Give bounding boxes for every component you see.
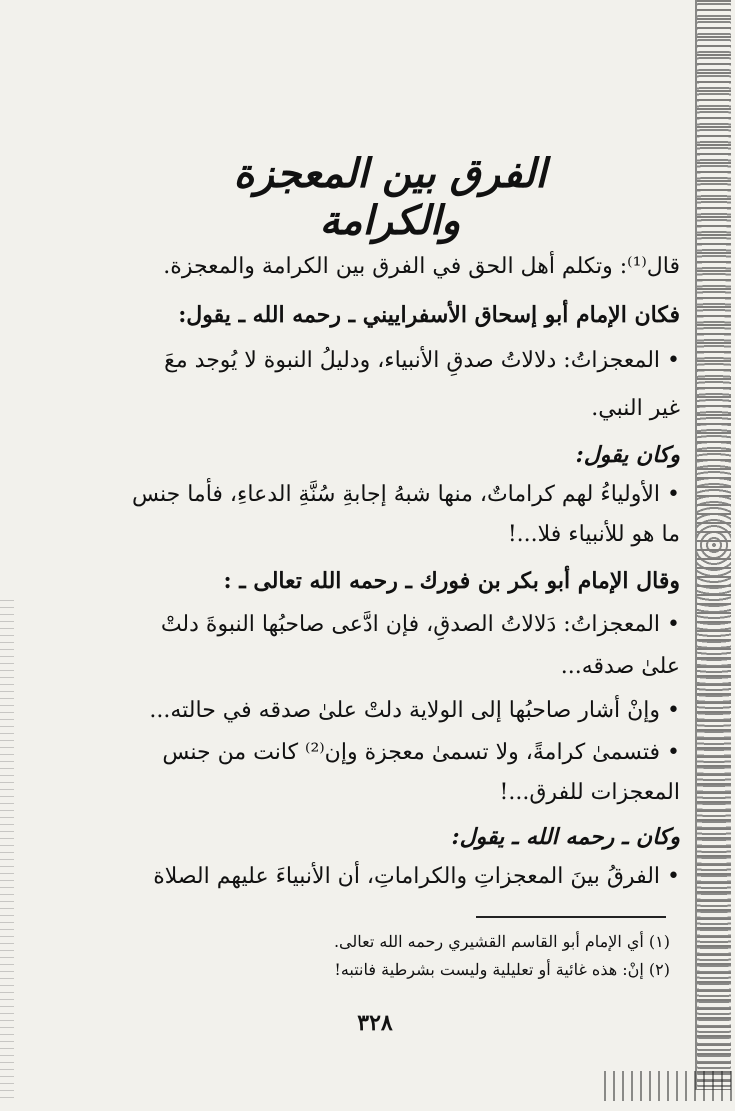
paragraph-line-13: المعجزات للفرق...!	[499, 780, 680, 805]
paragraph-line-4: غير النبي.	[591, 396, 680, 421]
paragraph-line-1: قال⁽¹⁾: وتكلم أهل الحق في الفرق بين الكرامة والمعجزة.	[163, 254, 680, 279]
footnote-2: (٢) إنْ: هذه غائية أو تعليلية وليست بشرطية فانتبه!	[334, 960, 670, 979]
paragraph-line-12: • فتسمىٰ كرامةً، ولا تسمىٰ معجزة وإن⁽²⁾ كانت من جنس	[162, 740, 680, 765]
footnote-1: (١) أي الإمام أبو القاسم القشيري رحمه الله تعالى.	[333, 932, 670, 951]
footnote-divider	[476, 916, 666, 918]
decorative-border-bottom	[604, 1071, 732, 1101]
chapter-title: الفرق بين المعجزة والكرامة	[233, 150, 547, 244]
paragraph-line-11: • وإنْ أشار صاحبُها إلى الولاية دلتْ علىٰ صدقه في حالته...	[149, 698, 680, 723]
paragraph-line-14: وكان ـ رحمه الله ـ يقول:	[451, 824, 680, 850]
page-number: ٣٢٨	[357, 1010, 393, 1036]
paragraph-line-7: ما هو للأنبياء فلا...!	[507, 522, 680, 547]
paragraph-line-2: فكان الإمام أبو إسحاق الأسفراييني ـ رحمه الله ـ يقول:	[178, 302, 680, 328]
decorative-border-left	[0, 600, 14, 1100]
paragraph-line-9: • المعجزاتُ: دَلالاتُ الصدقِ، فإن ادَّعى صاحبُها النبوةَ دلتْ	[160, 612, 680, 637]
paragraph-line-8: وقال الإمام أبو بكر بن فورك ـ رحمه الله تعالى ـ :	[223, 568, 680, 594]
decorative-border-right	[695, 0, 731, 1090]
paragraph-line-6: • الأولياءُ لهم كراماتٌ، منها شبهُ إجابةِ سُنَّةِ الدعاءِ، فأما جنس	[131, 482, 680, 507]
paragraph-line-5: وكان يقول:	[575, 442, 680, 468]
paragraph-line-3: • المعجزاتُ: دلالاتُ صدقِ الأنبياء، ودليلُ النبوة لا يُوجد معَ	[164, 348, 680, 373]
paragraph-line-15: • الفرقُ بينَ المعجزاتِ والكراماتِ، أن الأنبياءَ عليهم الصلاة	[153, 864, 680, 889]
paragraph-line-10: علىٰ صدقه...	[560, 654, 680, 679]
